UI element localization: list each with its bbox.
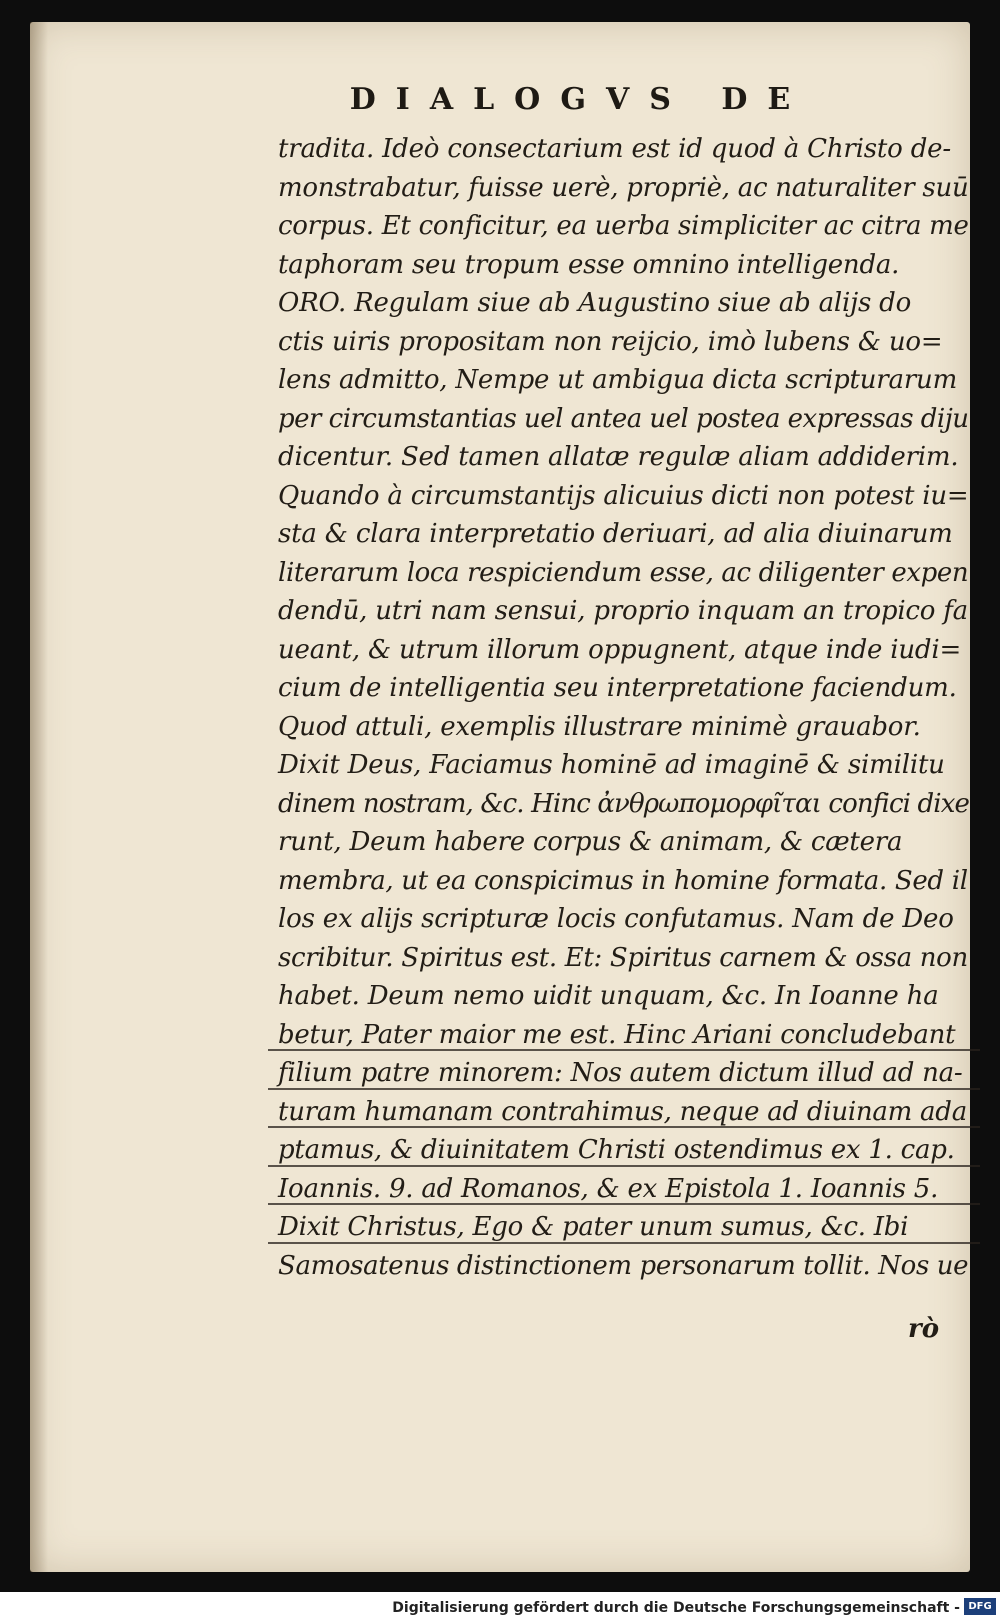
funding-credit: Digitalisierung gefördert durch die Deutsche Forschungsgemeinschaft - [392,1600,960,1616]
underlined-text-line: Dixit Christus, Ego & pater unum sumus, &c. Ibi [278,1208,978,1247]
text-line: ueant, & utrum illorum oppugnent, atque inde iudi= [278,634,962,665]
underlined-text-line: Ioannis. 9. ad Romanos, & ex Epistola 1. Ioannis 5. [278,1170,978,1209]
text-line: dendū, utri nam sensui, proprio inquam an tropico fa [278,596,968,626]
dfg-logo: DFG [964,1598,996,1615]
text-line: lens admitto, Nempe ut ambigua dicta scripturarum [278,365,958,395]
text-line: Quando à circumstantijs alicuius dicti non potest iu= [278,480,969,511]
book-page [30,22,970,1572]
text-line: Quod attuli, exemplis illustrare minimè grauabor. [278,711,921,742]
text-line: Samosatenus distinctionem personarum tollit. Nos ue [278,1250,969,1281]
footer-bar [0,1592,1000,1620]
underlined-text-line: filium patre minorem: Nos autem dictum illud ad na- [278,1054,978,1093]
text-line: ORO. Regulam siue ab Augustino siue ab alijs do [278,288,912,318]
text-line: literarum loca respiciendum esse, ac diligenter expen [278,557,969,588]
underlined-text-line: ptamus, & diuinitatem Christi ostendimus ex 1. cap. [278,1131,978,1170]
text-line: tradita. Ideò consectarium est id quod à Christo de- [278,134,951,164]
text-line: Dixit Deus, Faciamus hominē ad imaginē & similitu [278,750,945,780]
running-head: DIALOGVS DE [349,82,811,117]
text-line: runt, Deum habere corpus & animam, & cætera [278,827,903,857]
underlined-text-line: turam humanam contrahimus, neque ad diuinam ada [278,1093,978,1132]
text-line: scribitur. Spiritus est. Et: Spiritus carnem & ossa non [278,942,968,973]
text-line: taphoram seu tropum esse omnino intelligenda. [278,249,900,280]
text-line: sta & clara interpretatio deriuari, ad alia diuinarum [278,519,953,549]
page-body [278,130,978,1285]
text-line: dicentur. Sed tamen allatæ regulæ aliam addiderim. [278,442,959,472]
underlined-text-line: betur, Pater maior me est. Hinc Ariani concludebant [278,1016,978,1055]
text-line: ctis uiris propositam non reijcio, imò lubens & uo= [278,326,943,357]
text-line: corpus. Et conficitur, ea uerba simpliciter ac citra me [278,211,969,241]
text-line: los ex alijs scripturæ locis confutamus. Nam de Deo [278,904,954,934]
catchword: rò [908,1314,940,1344]
text-line: monstrabatur, fuisse uerè, propriè, ac naturaliter suū [278,172,969,203]
text-line: habet. Deum nemo uidit unquam, &c. In Ioanne ha [278,981,939,1011]
text-line: dinem nostram, &c. Hinc ἀνθρωπομορφῖται confici dixe [278,788,970,819]
text-line: membra, ut ea conspicimus in homine formata. Sed il [278,865,968,896]
text-line: cium de intelligentia seu interpretatione faciendum. [278,673,957,703]
text-line: per circumstantias uel antea uel postea expressas diju [278,403,969,434]
